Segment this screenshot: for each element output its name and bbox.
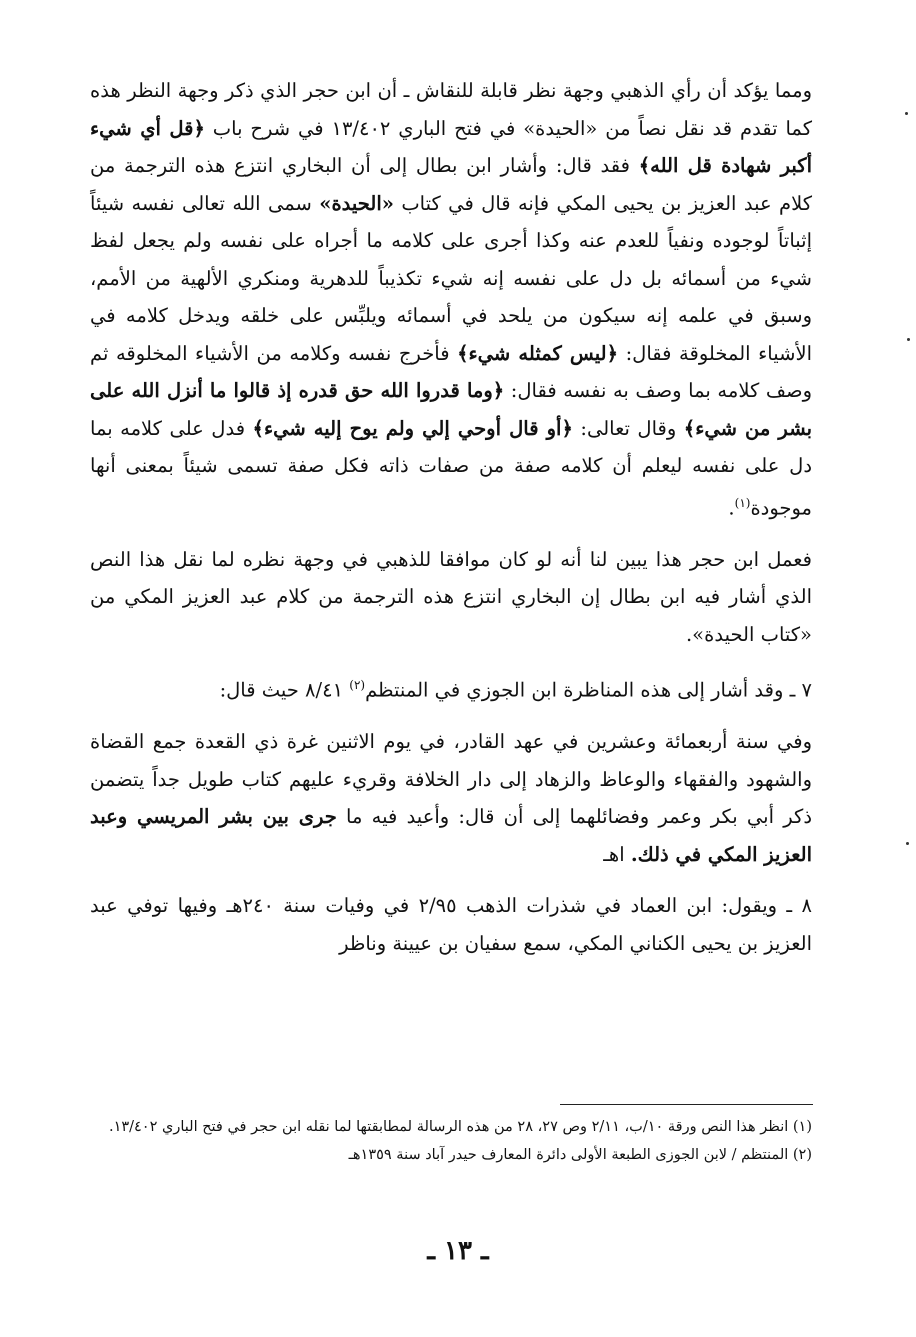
text-run: فأخرج نفسه وكلامه من الأشياء المخلوقه ثم وصف كلامه بما وصف به نفسه فقال: bbox=[90, 341, 812, 402]
page-number: ـ ١٣ ـ bbox=[427, 1236, 489, 1266]
text-p3 bbox=[90, 667, 812, 709]
text-run: اهـ bbox=[603, 842, 631, 866]
text-p2 bbox=[90, 541, 812, 654]
text-run: سمى الله تعالى نفسه شيئاً إثباتاً لوجوده ونفياً للعدم عنه وكذا أجرى على كلامه ما أجراه على نفسه ولم يجعل لفظ شيء من أسمائه بل دل على نفسه إنه شيء تكذيباً للدهرية ومنكري الألهية من الأمم، وسبق في علمه إنه سيكون من يلحد في أسمائه ويلبِّس على خلقه ويدخل كلامه في الأشياء المخلوقة فقال: bbox=[90, 191, 812, 365]
emphasized-text: «الحيدة» bbox=[319, 191, 394, 215]
paragraph-3 bbox=[90, 667, 812, 709]
margin-dot bbox=[905, 112, 908, 115]
text-run: ٧ ـ وقد أشار إلى هذه المناظرة ابن الجوزي في المنتظم bbox=[365, 678, 812, 702]
footnote-2: (٢) المنتظم / لابن الجوزى الطبعة الأولى دائرة المعارف حيدر آباد سنة ١٣٥٩هـ bbox=[348, 1147, 812, 1163]
text-run: وفي سنة أربعمائة وعشرين في عهد القادر، في يوم الاثنين غرة ذي القعدة جمع القضاة والشهود والفقهاء والوعاظ والزهاد إلى دار الخلافة وقريء عليهم كتاب طويل جداً يتضمن ذكر أبي بكر وعمر وفضائلهما إلى أن قال: وأعيد فيه ما bbox=[90, 730, 813, 828]
footnote-ref: (٢) bbox=[349, 678, 366, 692]
page-body bbox=[90, 72, 812, 962]
margin-dot bbox=[906, 842, 909, 845]
text-run: ومما يؤكد أن رأي الذهبي وجهة نظر قابلة للنقاش ـ أن ابن حجر الذي ذكر وجهة النظر هذه كما تقدم قد نقل نصاً من «الحيدة» في فتح الباري ١٣/٤٠٢ في شرح باب bbox=[90, 79, 812, 140]
text-run: فدل على كلامه بما دل على نفسه ليعلم أن كلامه صفة من صفات ذاته فكل صفة تسمى شيئاً بمعنى أنها موجودة bbox=[90, 416, 812, 519]
emphasized-text: ﴿وما قدروا الله حق قدره إذ قالوا ما أنزل الله على بشر من شيء﴾ bbox=[90, 379, 813, 440]
footnote-1: (١) انظر هذا النص ورقة ١٠/ب، ٢/١١ وص ٢٧، ٢٨ من هذه الرسالة لمطابقتها لما نقله ابن حجر في فتح الباري ١٣/٤٠٢. bbox=[108, 1119, 812, 1135]
text-run: . bbox=[728, 496, 735, 519]
emphasized-text: جرى بين بشر المريسي وعبد العزيز المكي في ذلك. bbox=[90, 805, 812, 866]
paragraph-4 bbox=[90, 723, 812, 873]
text-p1 bbox=[90, 72, 812, 527]
text-p5 bbox=[90, 887, 812, 962]
text-run: فعمل ابن حجر هذا يبين لنا أنه لو كان موافقا للذهبي في وجهة نظره لما نقل هذا النص الذي أشار فيه ابن بطال إن البخاري انتزع هذه الترجمة من كلام عبد العزيز المكي من «كتاب الحيدة». bbox=[90, 547, 812, 646]
paragraph-2 bbox=[90, 541, 812, 654]
paragraph-1 bbox=[90, 72, 812, 527]
text-run: ٨/٤١ حيث قال: bbox=[219, 678, 350, 702]
footnotes bbox=[96, 1113, 812, 1169]
text-run: فقد قال: وأشار ابن بطال إلى أن البخاري انتزع هذه الترجمة من كلام عبد العزيز بن يحيى المكي فإنه قال في كتاب bbox=[90, 154, 813, 215]
text-run: وقال تعالى: bbox=[572, 416, 684, 440]
paragraph-5 bbox=[90, 887, 812, 962]
margin-dot bbox=[907, 338, 910, 341]
footnote-ref: (١) bbox=[734, 495, 751, 510]
emphasized-text: ﴿أو قال أوحي إلي ولم يوح إليه شيء﴾ bbox=[252, 416, 573, 440]
emphasized-text: ﴿قل أي شيء أكبر شهادة قل الله﴾ bbox=[90, 116, 812, 177]
text-p4 bbox=[90, 723, 812, 873]
text-run: ٨ ـ ويقول: ابن العماد في شذرات الذهب ٢/٩٥ في وفيات سنة ٢٤٠هـ وفيها توفي عبد العزيز بن يحيى الكناني المكي، سمع سفيان بن عيينة وناظر bbox=[90, 894, 813, 955]
emphasized-text: ﴿ليس كمثله شيء﴾ bbox=[457, 341, 619, 365]
footnote-divider bbox=[560, 1104, 813, 1105]
